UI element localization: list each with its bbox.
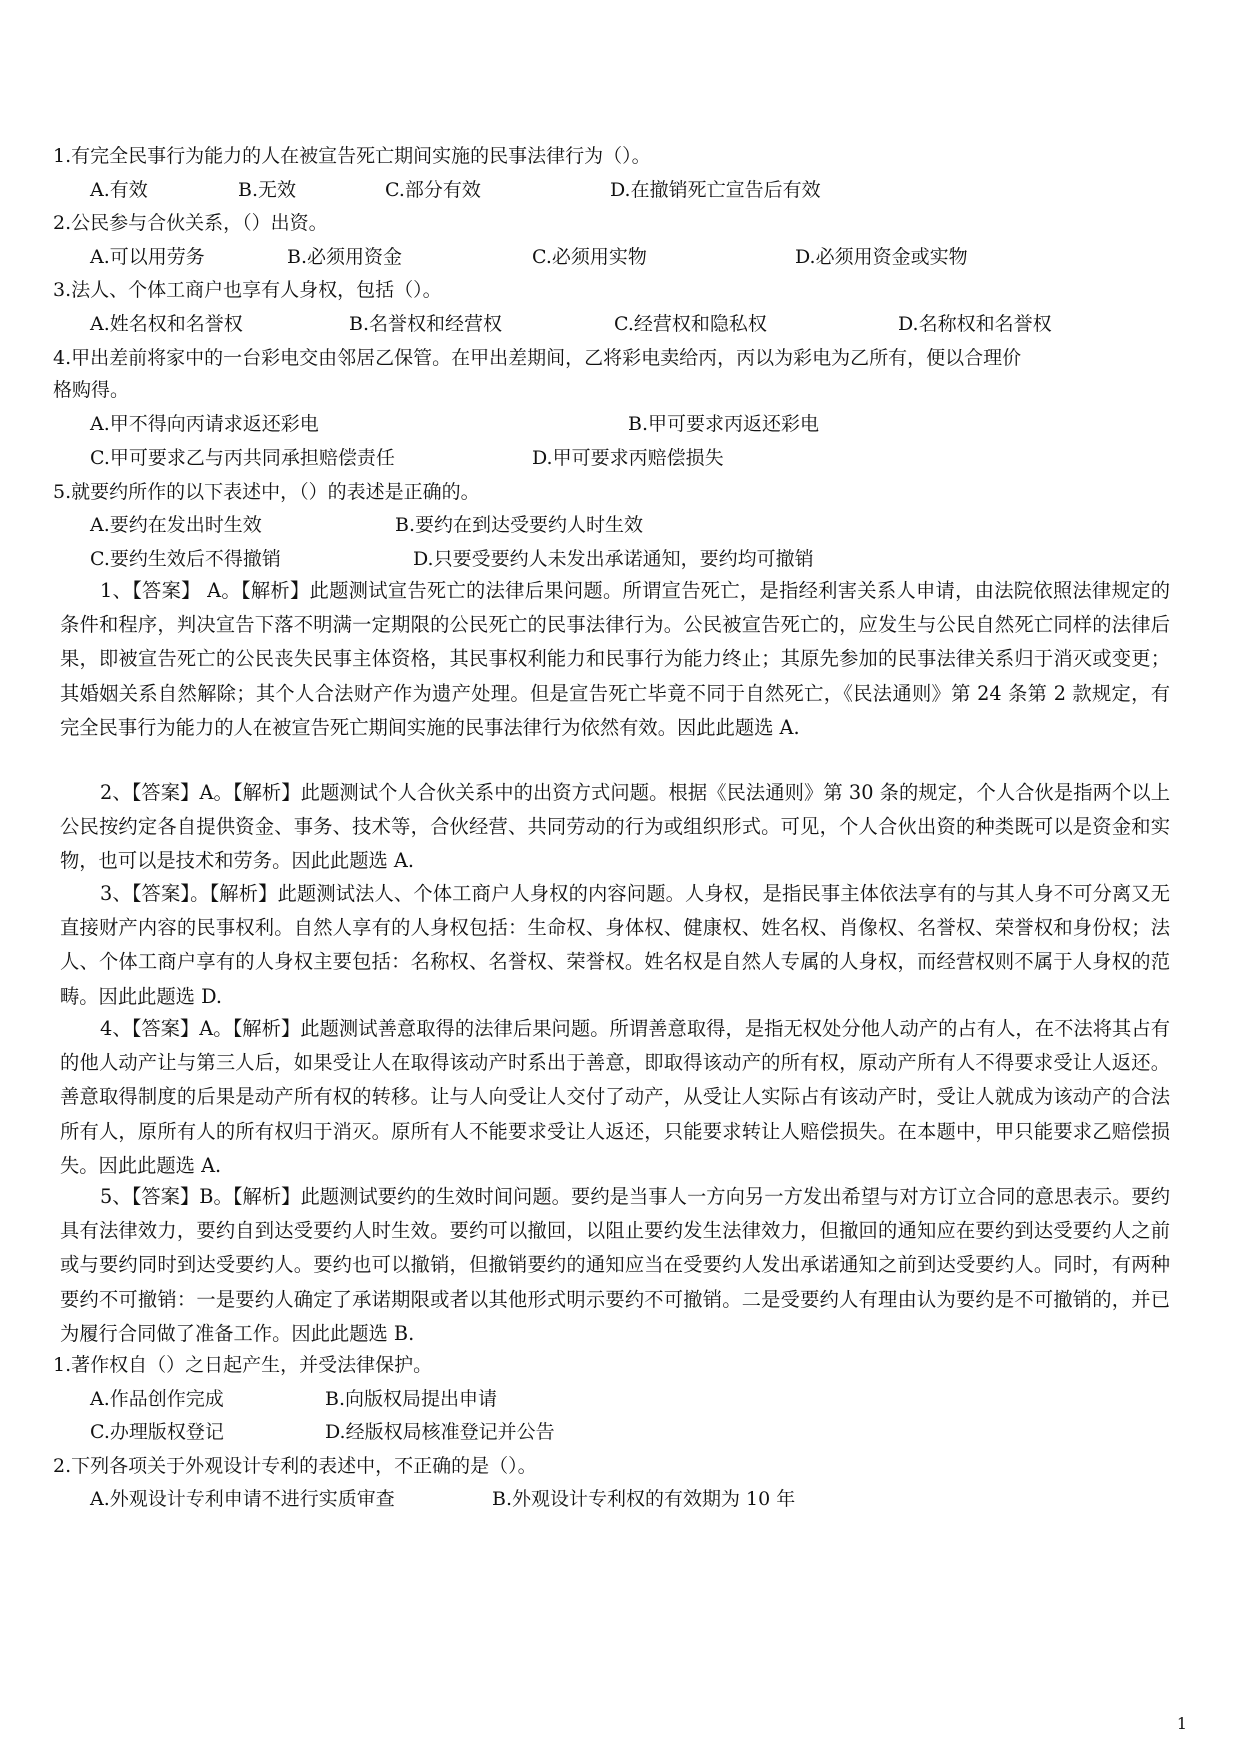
option-b: B.甲可要求丙返还彩电 [628, 413, 820, 435]
answer-explanation-3: 3、【答案】。【解析】此题测试法人、个体工商户人身权的内容问题。人身权，是指民事主体依法享有的与其人身不可分离又无直接财产内容的民事权利。自然人享有的人身权包括：生命权、身体权、健康权、姓名权、肖像权、名誉权、荣誉权和身份权；法人、个体工商户享有的人身权主要包括：名称权、名誉权、荣誉权。姓名权是自然人专属的人身权，而经营权则不属于人身权的范畴。因此此题选 D. [60, 882, 1170, 1008]
option-d: D.经版权局核准登记并公告 [325, 1421, 555, 1443]
answer-explanation-4: 4、【答案】A。【解析】此题测试善意取得的法律后果问题。所谓善意取得，是指无权处分他人动产的占有人，在不法将其占有的他人动产让与第三人后，如果受让人在取得该动产时系出于善意，即取得该动产的所有权，原动产所有人不得要求受让人返还。善意取得制度的后果是动产所有权的转移。让与人向受让人交付了动产，从受让人实际占有该动产时，受让人就成为该动产的合法所有人，原所有人的所有权归于消灭。原所有人不能要求受让人返还，只能要求转让人赔偿损失。在本题中，甲只能要求乙赔偿损失。因此此题选 A. [60, 1017, 1170, 1177]
option-a: A.要约在发出时生效 [90, 514, 262, 536]
question-1-options [0, 172, 1241, 208]
option-a: A.姓名权和名誉权 [90, 313, 243, 335]
option-c: C.办理版权登记 [90, 1421, 224, 1443]
option-d: D.在撤销死亡宣告后有效 [610, 179, 821, 201]
option-c: C.甲可要求乙与丙共同承担赔偿责任 [90, 447, 395, 469]
option-c: C.部分有效 [385, 179, 481, 201]
answer-explanation-2: 2、【答案】A。【解析】此题测试个人合伙关系中的出资方式问题。根据《民法通则》第 30 条的规定，个人合伙是指两个以上公民按约定各自提供资金、事务、技术等，合伙经营、共同劳动的行为或组织形式。可见，个人合伙出资的种类既可以是资金和实物，也可以是技术和劳务。因此此题选 A. [60, 781, 1170, 873]
option-c: C.经营权和隐私权 [614, 313, 767, 335]
option-b: B.要约在到达受要约人时生效 [395, 514, 644, 536]
question-2-stem: 2.公民参与合伙关系，（）出资。 [53, 212, 328, 234]
question-5-stem: 5.就要约所作的以下表述中，（）的表述是正确的。 [53, 481, 480, 503]
option-b: B.无效 [238, 179, 297, 201]
option-c: C.必须用实物 [532, 246, 647, 268]
option-b: B.向版权局提出申请 [325, 1388, 498, 1410]
option-c: C.要约生效后不得撤销 [90, 548, 281, 570]
option-d: D.必须用资金或实物 [795, 246, 968, 268]
question-4-options-row1 [0, 406, 1241, 442]
option-b: B.名誉权和经营权 [349, 313, 503, 335]
answer-explanation-1: 1、【答案】 A。【解析】此题测试宣告死亡的法律后果问题。所谓宣告死亡，是指经利害关系人申请，由法院依照法律规定的条件和程序，判决宣告下落不明满一定期限的公民死亡的民事法律行为。公民被宣告死亡的，应发生与公民自然死亡同样的法律后果，即被宣告死亡的公民丧失民事主体资格，其民事权利能力和民事行为能力终止；其原先参加的民事法律关系归于消灭或变更；其婚姻关系自然解除；其个人合法财产作为遗产处理。但是宣告死亡毕竟不同于自然死亡，《民法通则》第 24 条第 2 款规定，有完全民事行为能力的人在被宣告死亡期间实施的民事法律行为依然有效。因此此题选 A. [60, 579, 1170, 739]
option-a: A.甲不得向丙请求返还彩电 [90, 413, 319, 435]
question-4-stem-cont: 格购得。 [53, 379, 130, 401]
option-d: D.名称权和名誉权 [898, 313, 1052, 335]
part2-question-1-stem: 1.著作权自（）之日起产生，并受法律保护。 [53, 1354, 433, 1376]
question-3-stem: 3.法人、个体工商户也享有人身权，包括（）。 [53, 279, 442, 301]
part2-question-1-options-row2 [0, 1414, 1241, 1450]
option-b: B.外观设计专利权的有效期为 10 年 [492, 1488, 796, 1510]
part2-question-2-stem: 2.下列各项关于外观设计专利的表述中，不正确的是（）。 [53, 1455, 537, 1477]
option-a: A.外观设计专利申请不进行实质审查 [90, 1488, 395, 1510]
option-a: A.作品创作完成 [90, 1388, 224, 1410]
question-2-options [0, 239, 1241, 275]
page-number: 1 [1176, 1714, 1187, 1733]
question-4-options-row2 [0, 440, 1241, 476]
option-a: A.可以用劳务 [90, 246, 205, 268]
part2-question-2-options [0, 1481, 1241, 1517]
option-a: A.有效 [90, 179, 148, 201]
answer-explanation-5: 5、【答案】B。【解析】此题测试要约的生效时间问题。要约是当事人一方向另一方发出希望与对方订立合同的意思表示。要约具有法律效力，要约自到达受要约人时生效。要约可以撤回，以阻止要约发生法律效力，但撤回的通知应在要约到达受要约人之前或与要约同时到达受要约人。要约也可以撤销，但撤销要约的通知应当在受要约人发出承诺通知之前到达受要约人。同时，有两种要约不可撤销：一是要约人确定了承诺期限或者以其他形式明示要约不可撤销。二是受要约人有理由认为要约是不可撤销的，并已为履行合同做了准备工作。因此此题选 B. [60, 1185, 1170, 1345]
option-d: D.甲可要求丙赔偿损失 [532, 447, 724, 469]
option-d: D.只要受要约人未发出承诺通知，要约均可撤销 [413, 548, 814, 570]
question-5-options-row2 [0, 541, 1241, 577]
question-5-options-row1 [0, 507, 1241, 543]
question-3-options [0, 306, 1241, 342]
part2-question-1-options-row1 [0, 1381, 1241, 1417]
option-b: B.必须用资金 [287, 246, 403, 268]
question-1-stem: 1.有完全民事行为能力的人在被宣告死亡期间实施的民事法律行为（）。 [53, 145, 651, 167]
question-4-stem: 4.甲出差前将家中的一台彩电交由邻居乙保管。在甲出差期间，乙将彩电卖给丙，丙以为彩电为乙所有，便以合理价 [53, 347, 1022, 369]
